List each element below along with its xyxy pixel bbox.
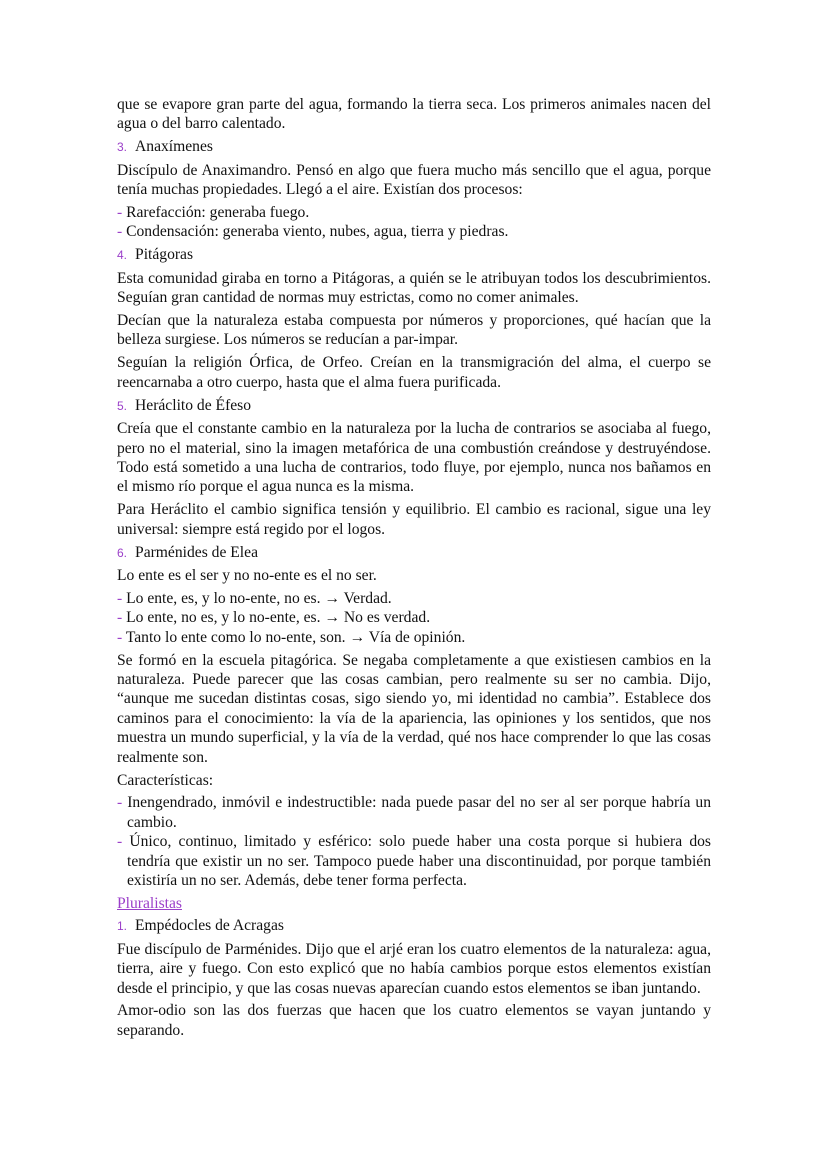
paragraph: Amor-odio son las dos fuerzas que hacen que los cuatro elementos se vayan juntando y separando. <box>117 1002 711 1039</box>
section-link[interactable]: Pluralistas <box>117 894 182 912</box>
paragraph: Decían que la naturaleza estaba compuesta por números y proporciones, qué hacían que la belleza surgiese. Los números se reducían a par-impar. <box>117 312 711 349</box>
bullet-list <box>117 793 711 890</box>
dash-bullet-icon: - <box>117 628 126 646</box>
list-item <box>117 589 711 608</box>
section-heading <box>117 916 711 936</box>
list-item <box>117 832 711 890</box>
heading-number: 3. <box>117 140 128 155</box>
paragraph: Lo ente es el ser y no no-ente es el no ser. <box>117 566 377 584</box>
section-heading <box>117 396 711 416</box>
paragraph: Características: <box>117 771 214 789</box>
list-item <box>117 608 711 627</box>
list-item-text: Lo ente, es, y lo no-ente, no es. → Verdad. <box>126 589 392 607</box>
paragraph: Creía que el constante cambio en la naturaleza por la lucha de contrarios se asociaba al fuego, pero no el material, sino la imagen metafórica de una combustión creándose y destruyéndose. Todo está sometido a una lucha de contrarios, todo fluye, por ejemplo, nunca nos bañamos en el mismo río porque el agua nunca es la misma. <box>117 420 711 496</box>
list-item-text: Lo ente, no es, y lo no-ente, es. → No es verdad. <box>126 609 431 627</box>
document-content <box>117 95 711 1044</box>
dash-bullet-icon: - <box>117 609 127 627</box>
heading-number: 1. <box>117 919 128 934</box>
heading-number: 4. <box>117 248 128 263</box>
list-item <box>117 222 711 241</box>
dash-bullet-icon: - <box>117 833 130 851</box>
list-item <box>117 628 711 647</box>
dash-bullet-icon: - <box>117 589 127 607</box>
bullet-list <box>117 589 711 647</box>
heading-text: Pitágoras <box>135 246 194 264</box>
heading-number: 6. <box>117 545 128 560</box>
bullet-list <box>117 203 711 242</box>
heading-number: 5. <box>117 398 128 413</box>
heading-text: Parménides de Elea <box>135 543 258 561</box>
paragraph: Fue discípulo de Parménides. Dijo que el arjé eran los cuatro elementos de la naturaleza: agua, tierra, aire y fuego. Con esto explicó que no había cambios porque estos elementos existían desde el principio, y que las cosas nuevas aparecían cuando estos elementos se iban juntando. <box>117 940 711 997</box>
heading-text: Heráclito de Éfeso <box>135 396 252 414</box>
paragraph: Se formó en la escuela pitagórica. Se negaba completamente a que existiesen cambios en la naturaleza. Puede parecer que las cosas cambian, pero realmente su ser no cambia. Dijo, “aunque me sucedan distintas cosas, sigo siendo yo, mi identidad no cambia”. Establece dos caminos para el conocimiento: la vía de la apariencia, las opiniones y los sentidos, que nos muestra un mundo superficial, y la vía de la verdad, qué nos hace comprender lo que las cosas realmente son. <box>117 651 711 766</box>
section-heading <box>117 137 711 157</box>
paragraph: Esta comunidad giraba en torno a Pitágoras, a quién se le atribuyan todos los descubrimientos. Seguían gran cantidad de normas muy estrictas, como no comer animales. <box>117 269 711 307</box>
list-item <box>117 793 711 832</box>
list-item-text: Rarefacción: generaba fuego. <box>126 204 310 222</box>
paragraph: Discípulo de Anaximandro. Pensó en algo que fuera mucho más sencillo que el agua, porque tenía muchas propiedades. Llegó a el aire. Existían dos procesos: <box>117 161 711 199</box>
dash-bullet-icon: - <box>117 204 127 222</box>
list-item-text: Único, continuo, limitado y esférico: solo puede haber una costa porque si hubiera dos tendría que existir un no ser. Tampoco puede haber una discontinuidad, por porque también existiría un no ser. Además, debe tener forma perfecta. <box>127 833 711 890</box>
dash-bullet-icon: - <box>117 223 127 241</box>
list-item-text: Inengendrado, inmóvil e indestructible: nada puede pasar del no ser al ser porque habría un cambio. <box>127 794 711 831</box>
list-item-text: Condensación: generaba viento, nubes, agua, tierra y piedras. <box>126 223 509 241</box>
section-heading <box>117 245 711 265</box>
heading-text: Empédocles de Acragas <box>135 917 284 935</box>
section-link-container <box>117 894 711 913</box>
list-item-text: Tanto lo ente como lo no-ente, son. → Vía de opinión. <box>125 628 466 646</box>
list-item <box>117 203 711 222</box>
dash-bullet-icon: - <box>117 794 128 812</box>
section-heading <box>117 543 711 563</box>
paragraph: Seguían la religión Órfica, de Orfeo. Creían en la transmigración del alma, el cuerpo se reencarnaba a otro cuerpo, hasta que el alma fuera purificada. <box>117 354 711 391</box>
paragraph: que se evapore gran parte del agua, formando la tierra seca. Los primeros animales nacen del agua o del barro calentado. <box>117 96 711 133</box>
heading-text: Anaxímenes <box>135 138 213 156</box>
paragraph: Para Heráclito el cambio significa tensión y equilibrio. El cambio es racional, sigue una ley universal: siempre está regido por el logos. <box>117 501 711 538</box>
